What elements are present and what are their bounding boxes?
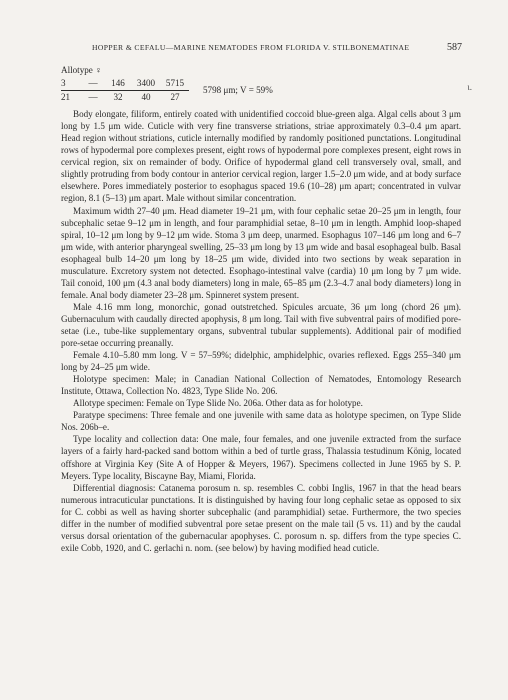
running-header [92, 42, 462, 53]
formula-cell: 27 [170, 92, 180, 103]
formula-denominator [61, 91, 189, 103]
paragraph-male: Male 4.16 mm long, monorchic, gonad outstretched. Spicules arcuate, 36 μm long (chord 26 μm). Gubernaculum with caudally directed apophysis, 8 μm long. Tail with five subventral pairs of modified pore-setae (i.e., tube-like supplementary organs, subventral tubular supplements). Additional pair of modified pore-setae occurring preanally. [61, 301, 461, 349]
paragraph-body-description: Body elongate, filiform, entirely coated with unidentified coccoid blue-green alga. Algal cells about 3 μm long by 1.5 μm wide. Cuticle with very fine transverse striations, striae approximately 0.3–0.4 μm apart. Head region without striations, cuticle internally modified by randomly positioned punctations. Longitudinal rows of hypodermal pore complexes present, eight rows of hypodermal pore complexes present, eight rows in cervical region, six on remainder of body. Orifice of hypodermal gland cell transversely oval, small, and slightly protruding from body contour in anterior cervical region, larger 1.5–2.0 μm wide, and at body surface elsewhere. Pores immediately posterior to esophagus spaced 19.6 (10–28) μm apart; concentrated in vulvar region, 8.1 (5–13) μm apart. Male without similar concentration. [61, 109, 461, 204]
running-title: HOPPER & CEFALU—MARINE NEMATODES FROM FLORIDA V. STILBONEMATINAE [92, 43, 410, 52]
paragraph-measurements: Maximum width 27–40 μm. Head diameter 19–21 μm, with four cephalic setae 20–25 μm in length, four subcephalic setae 9–12 μm in length, and four paramphidial setae, 8–10 μm in length. Amphid loop-shaped spiral, 10–12 μm long by 9–12 μm wide. Stoma 3 μm deep, unarmed. Esophagus 107–146 μm long and 6–7 μm wide, with anterior pharyngeal swelling, 25–33 μm long by 13 μm wide and basal esophageal bulb. Basal esophageal bulb 14–20 μm long by 18–25 μm wide, divided into two sections by weak separation in musculature. Excretory system not detected. Esophago-intestinal valve (cardia) 10 μm long by 7 μm wide. Tail conoid, 100 μm (4.3 anal body diameters) long in male, 65–85 μm (2.3–4.7 anal body diameters) long in female. Anal body diameter 23–28 μm. Spinneret system present. [61, 205, 461, 300]
margin-mark: ι. [467, 82, 472, 92]
formula-cell: 3 [61, 78, 66, 89]
allotype-label: Allotype ♀ [61, 65, 102, 75]
paragraph-differential-diagnosis: Differential diagnosis: Catanema porosum n. sp. resembles C. cobbi Inglis, 1967 in that the head bears numerous intracuticular punctations. It is distinguished by having four long cephalic setae as opposed to six for C. cobbi as well as having shorter subcephalic (and paramphidial) setae. Furthermore, the two species differ in the number of modified subventral pore setae present on the male tail (5 vs. 11) and by the caudal versus dorsal orientation of the gubernacular apophyses. C. porosum n. sp. differs from the type species C. exile Cobb, 1920, and C. gerlachi n. nom. (see below) by having modified head cuticle. [61, 482, 461, 553]
paragraph-holotype: Holotype specimen: Male; in Canadian National Collection of Nematodes, Entomology Research Institute, Ottawa, Collection No. 4823, Type Slide No. 206. [61, 374, 461, 397]
formula-cell: — [88, 78, 98, 89]
paragraph-type-locality: Type locality and collection data: One male, four females, and one juvenile extracted from the surface layers of a fairly hard-packed sand bottom within a bed of turtle grass, Thalassia testudinum König, located offshore at Virginia Key (Site A of Hopper & Meyers, 1967). Specimens collected in June 1965 by S. P. Meyers. Type locality, Biscayne Bay, Miami, Florida. [61, 434, 461, 481]
paragraph-allotype: Allotype specimen: Female on Type Slide No. 206a. Other data as for holotype. [73, 398, 363, 409]
formula-cell: 5715 [165, 78, 185, 89]
paragraph-paratype: Paratype specimens: Three female and one juvenile with same data as holotype specimen, on Type Slide Nos. 206b–e. [61, 410, 461, 433]
formula-length-vulva: 5798 μm; V = 59% [203, 85, 273, 96]
formula-cell: 146 [111, 78, 125, 89]
paragraph-female: Female 4.10–5.80 mm long. V = 57–59%; didelphic, amphidelphic, ovaries reflexed. Eggs 255–340 μm long by 24–25 μm wide. [61, 350, 461, 373]
page-number: 587 [447, 42, 462, 53]
formula-cell: 3400 [136, 78, 156, 89]
formula-cell: 32 [113, 92, 123, 103]
formula-cell: 40 [141, 92, 151, 103]
formula-cell: 21 [61, 92, 71, 103]
article-body [61, 64, 461, 554]
de-man-formula [61, 77, 189, 103]
formula-cell: — [88, 92, 98, 103]
formula-numerator [61, 77, 189, 91]
allotype-formula [61, 77, 461, 103]
